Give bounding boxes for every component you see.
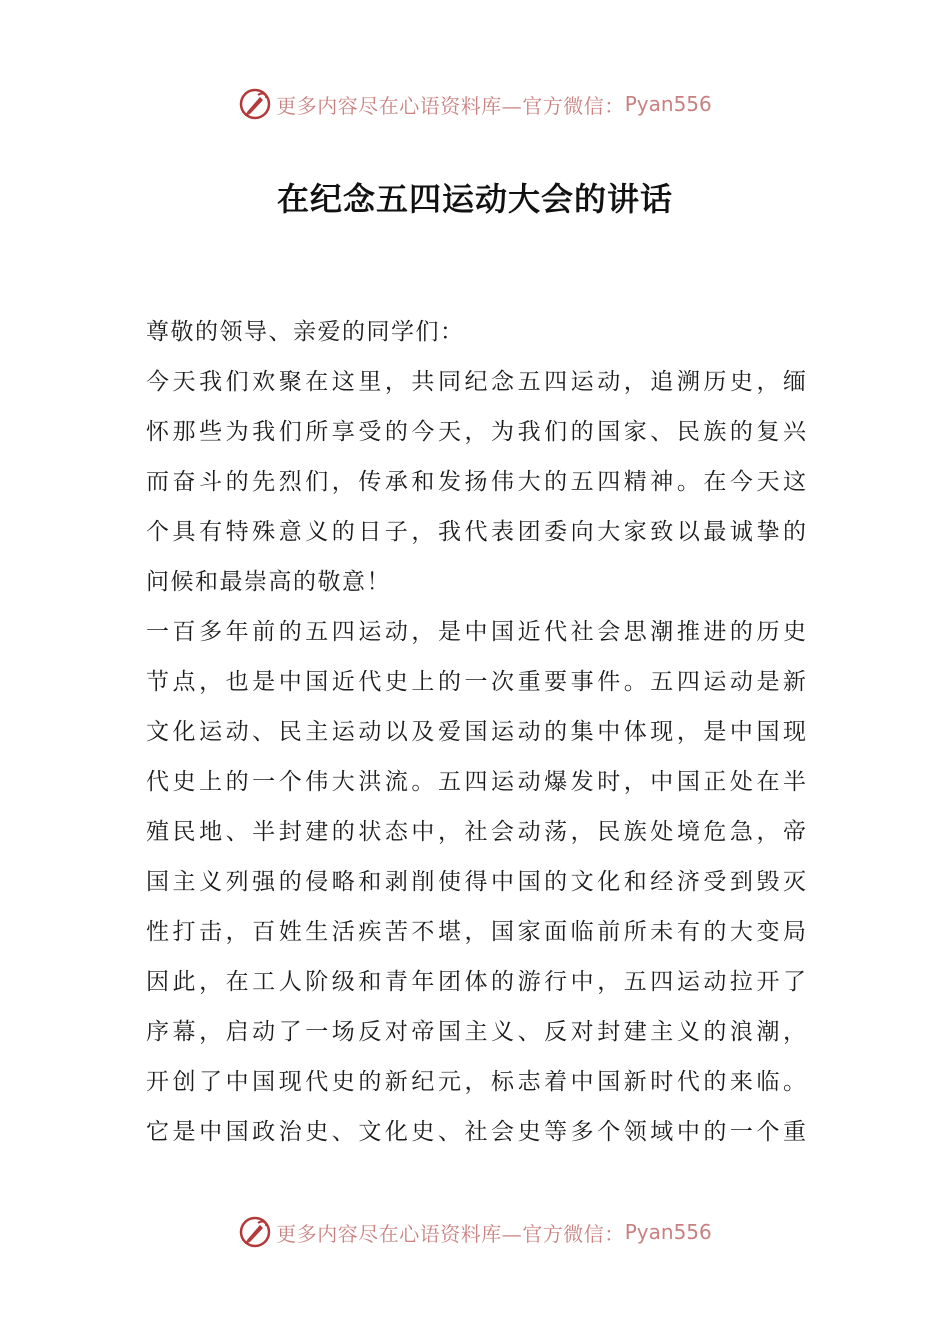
body-line: 开创了中国现代史的新纪元，标志着中国新时代的来临。 — [146, 1069, 806, 1095]
body-line: 节点，也是中国近代史上的一次重要事件。五四运动是新 — [146, 669, 806, 695]
body-line: 序幕，启动了一场反对帝国主义、反对封建主义的浪潮， — [146, 1019, 806, 1045]
header-banner — [0, 84, 950, 124]
body-line: 个具有特殊意义的日子，我代表团委向大家致以最诚挚的 — [146, 519, 806, 545]
body-line: 尊敬的领导、亲爱的同学们： — [146, 319, 465, 345]
footer-banner-wechat-id: Pyan556 — [624, 1220, 712, 1244]
pen-logo-icon — [238, 1215, 272, 1249]
document-body — [146, 307, 806, 1157]
body-line: 文化运动、民主运动以及爱国运动的集中体现，是中国现 — [146, 719, 806, 745]
body-line: 殖民地、半封建的状态中，社会动荡，民族处境危急，帝 — [146, 819, 806, 845]
body-line: 而奋斗的先烈们，传承和发扬伟大的五四精神。在今天这 — [146, 469, 806, 495]
body-line: 今天我们欢聚在这里，共同纪念五四运动，追溯历史，缅 — [146, 369, 806, 395]
body-line: 它是中国政治史、文化史、社会史等多个领域中的一个重 — [146, 1119, 806, 1145]
header-banner-text: 更多内容尽在心语资料库—官方微信： — [276, 93, 625, 118]
body-line: 问候和最崇高的敬意！ — [146, 569, 391, 595]
body-line: 代史上的一个伟大洪流。五四运动爆发时，中国正处在半 — [146, 769, 806, 795]
body-line: 一百多年前的五四运动，是中国近代社会思潮推进的历史 — [146, 619, 806, 645]
body-line: 因此，在工人阶级和青年团体的游行中，五四运动拉开了 — [146, 969, 806, 995]
body-line: 国主义列强的侵略和剥削使得中国的文化和经济受到毁灭 — [146, 869, 806, 895]
header-banner-wechat-id: Pyan556 — [624, 92, 712, 116]
footer-banner-text: 更多内容尽在心语资料库—官方微信： — [276, 1221, 625, 1246]
pen-logo-icon — [238, 87, 272, 121]
document-title: 在纪念五四运动大会的讲话 — [276, 180, 673, 218]
body-line: 怀那些为我们所享受的今天，为我们的国家、民族的复兴 — [146, 419, 806, 445]
body-line: 性打击，百姓生活疾苦不堪，国家面临前所未有的大变局 — [146, 919, 806, 945]
footer-banner — [0, 1212, 950, 1252]
